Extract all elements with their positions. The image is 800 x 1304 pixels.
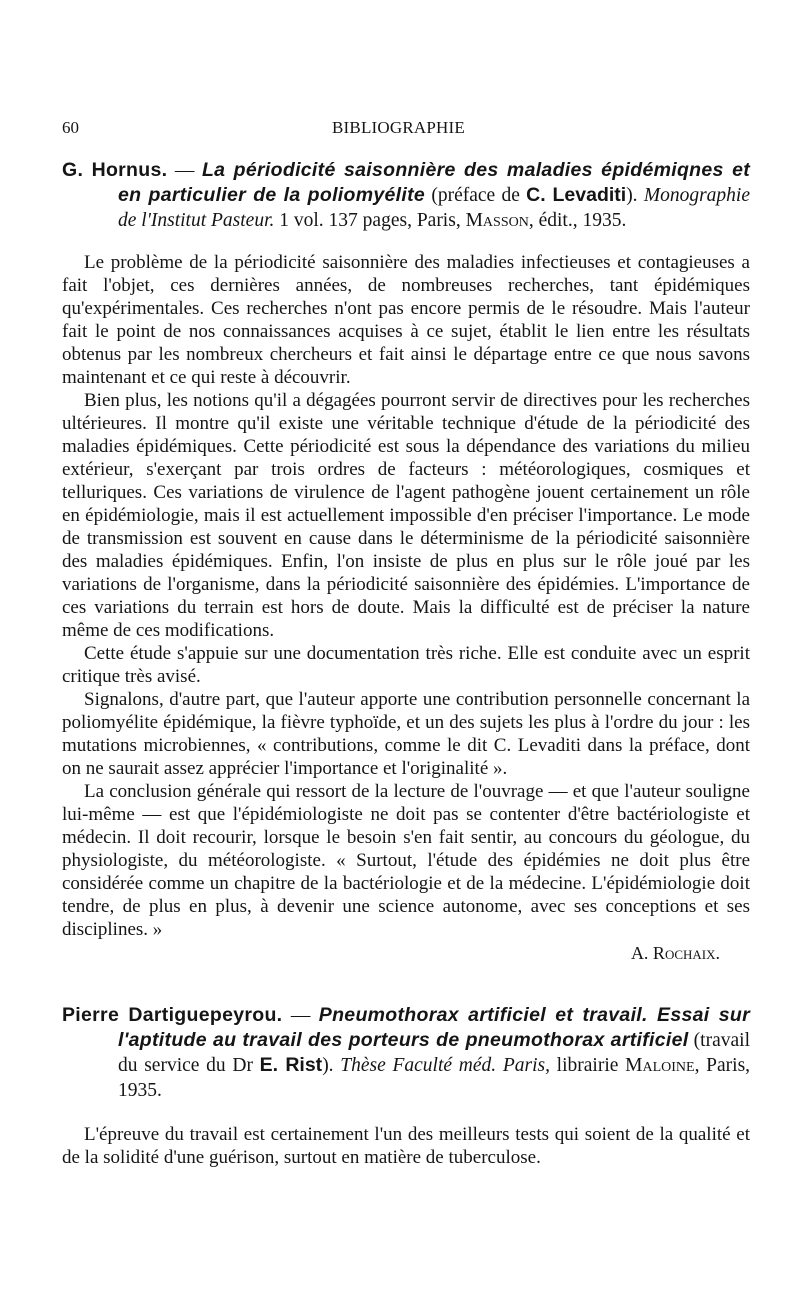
entry-author: G. Hornus. <box>62 159 168 181</box>
entry-citation <box>62 158 750 233</box>
review-paragraph: L'épreuve du travail est certainement l'un des meilleurs tests qui soient de la qualité et de la solidité d'une guérison, surtout en matière de tuberculose. <box>62 1124 750 1168</box>
review-paragraph: Cette étude s'appuie sur une documentation très riche. Elle est conduite avec un esprit critique très avisé. <box>62 643 750 687</box>
service-open: (travail du service du <box>118 1030 750 1076</box>
bibliography-entry <box>62 1003 750 1169</box>
entry-title: Pneumothorax artificiel et travail. Essai sur l'aptitude au travail des porteurs de pneumothorax artificiel <box>118 1004 750 1051</box>
entry-citation <box>62 1003 750 1103</box>
running-head-title: BIBLIOGRAPHIE <box>332 118 465 137</box>
service-close: ). <box>322 1055 341 1076</box>
review-paragraph: Bien plus, les notions qu'il a dégagées pourront servir de directives pour les recherches ultérieures. Il montre qu'il existe une véritable technique d'étude de la périodicité des maladies épidémiques. Cette périodicité est sous la dépendance des variations du milieu extérieur, s'exerçant par trois ordres de facteurs : météorologiques, cosmiques et telluriques. Ces variations de virulence de l'agent pathogène jouent certainement un rôle en épidémiologie, mais il est actuellement impossible d'en préciser l'importance. Le mode de transmission est souvent en cause dans le déterminisme de la périodicité saisonnière des maladies épidémiques. Enfin, l'on insiste de plus en plus sur le rôle joué par les variations de l'organisme, dans la périodicité saisonnière des épidémies. L'importance de ces variations du terrain est hors de doute. Mais la difficulté est de préciser la nature même de ces modifications. <box>62 390 750 641</box>
review-text <box>62 1123 750 1169</box>
citation-dash: — <box>282 1005 319 1026</box>
citation-dash: — <box>167 160 202 181</box>
preface-author: C. Levaditi <box>526 184 627 206</box>
preface-close: ). <box>626 185 644 206</box>
review-text <box>62 251 750 941</box>
entry-series: Thèse Faculté méd. Paris, <box>340 1055 550 1076</box>
entry-details: librairie <box>549 1055 626 1076</box>
book-page <box>62 118 750 1169</box>
page-number: 60 <box>62 118 79 137</box>
review-paragraph: Signalons, d'autre part, que l'auteur apporte une contribution personnelle concernant la poliomyélite épidémique, la fièvre typhoïde, et un des sujets les plus à l'ordre du jour : les mutations microbiennes, « contributions, comme le dit C. Levaditi dans la préface, dont on ne saurait assez apprécier l'importance et l'originalité ». <box>62 689 750 779</box>
entry-title: La périodicité saisonnière des maladies épidémiqnes et en particulier de la poliomyélite <box>118 159 751 206</box>
bibliography-entry <box>62 158 750 965</box>
entry-edition: , édit., 1935. <box>528 210 627 231</box>
entry-author: Pierre Dartiguepeyrou. <box>62 1004 283 1026</box>
entry-details: 1 vol. 137 pages, Paris, <box>274 210 466 231</box>
entry-publisher: Masson <box>465 210 529 231</box>
entry-publisher: Maloine <box>625 1055 695 1076</box>
review-paragraph: Le problème de la périodicité saisonnière des maladies infectieuses et contagieuses a fait l'objet, ces dernières années, de nombreuses recherches, tant épidémiques qu'expérimentales. Ces recherches n'ont pas encore permis de le résoudre. Mais l'auteur fait le point de nos connaissances acquises à ce sujet, établit le lien entre les résultats obtenus par les nombreux chercheurs et fait ainsi le départage entre ce que nous savons maintenant et ce qui reste à découvrir. <box>62 252 750 388</box>
service-head: E. Rist <box>259 1054 323 1076</box>
service-title: Dr <box>232 1055 253 1076</box>
running-head <box>62 118 750 144</box>
entry-edition: , Paris, 1935. <box>118 1055 751 1101</box>
reviewer-signature: A. Rochaix. <box>630 943 720 963</box>
preface-open: (préface de <box>425 185 527 206</box>
entry-series: Monographie de l'Institut Pasteur. <box>118 185 750 231</box>
review-paragraph: La conclusion générale qui ressort de la lecture de l'ouvrage — et que l'auteur souligne lui-même — est que l'épidémiologiste ne doit pas se contenter d'être bactériologiste et médecin. Il doit recourir, lorsque le besoin s'en fait sentir, au concours du géologue, du physiologiste, du météorologiste. « Surtout, l'étude des épidémies ne doit plus être considérée comme un chapitre de la bactériologie et de la médecine. L'épidémiologie doit tendre, de plus en plus, à devenir une science autonome, avec ses conceptions et ses disciplines. » <box>62 781 750 940</box>
